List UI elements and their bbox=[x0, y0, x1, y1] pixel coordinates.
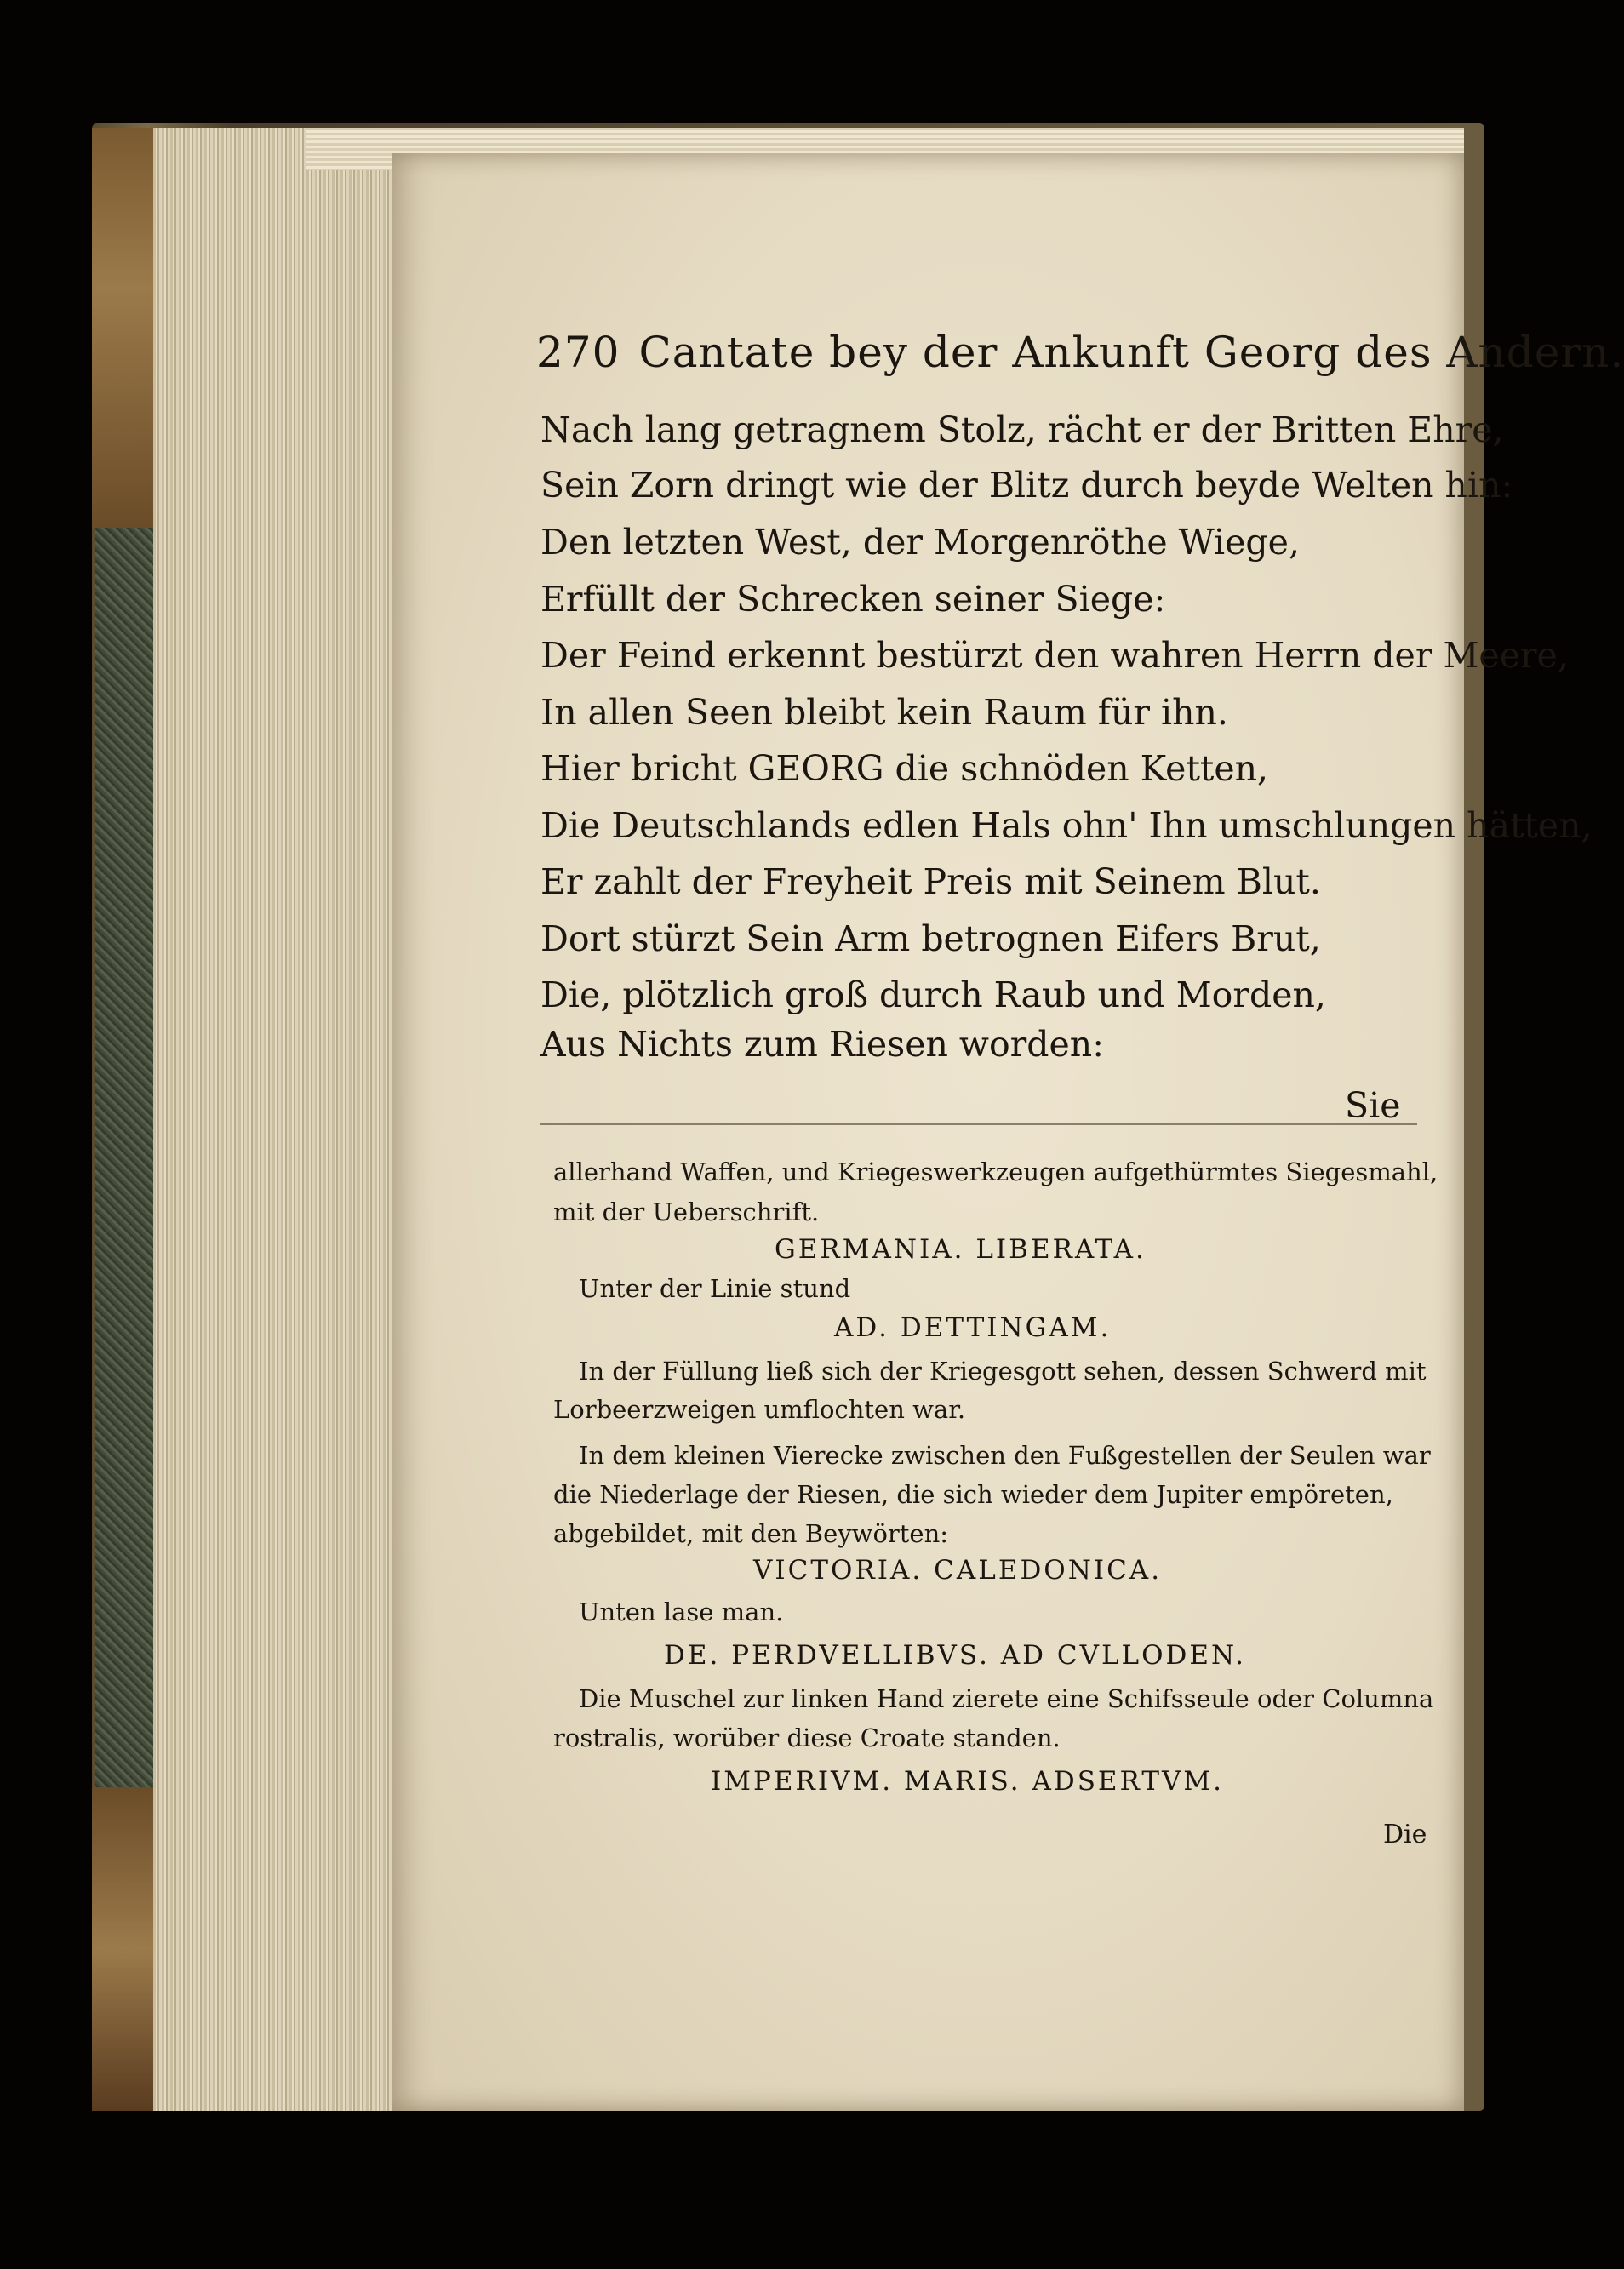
catchword-top: Sie bbox=[1345, 1085, 1401, 1126]
prose-line: Die Muschel zur linken Hand zierete eine Schifsseule oder Columna bbox=[579, 1684, 1434, 1713]
prose-line: abgebildet, mit den Beywörten: bbox=[553, 1519, 949, 1548]
prose-line: In der Füllung ließ sich der Kriegesgott sehen, dessen Schwerd mit bbox=[579, 1357, 1427, 1386]
verse-line: Aus Nichts zum Riesen worden: bbox=[540, 1024, 1105, 1065]
prose-line: In dem kleinen Vierecke zwischen den Fußgestellen der Seulen war bbox=[579, 1441, 1431, 1470]
verse-line: Hier bricht GEORG die schnöden Ketten, bbox=[540, 748, 1269, 789]
inscription-line: DE. PERDVELLIBVS. AD CVLLODEN. bbox=[664, 1640, 1247, 1671]
running-head bbox=[536, 328, 1624, 377]
running-head-title: Cantate bey der Ankunft Georg des Andern. bbox=[638, 328, 1624, 377]
verse-line: Die Deutschlands edlen Hals ohn' Ihn umschlungen hätten, bbox=[540, 805, 1593, 846]
inscription-line: AD. DETTINGAM. bbox=[834, 1312, 1112, 1343]
prose-line: Unter der Linie stund bbox=[579, 1274, 851, 1303]
verse-line: Die, plötzlich groß durch Raub und Morden, bbox=[540, 974, 1326, 1015]
verse-line: In allen Seen bleibt kein Raum für ihn. bbox=[540, 692, 1228, 733]
prose-line: Unten lase man. bbox=[579, 1597, 784, 1626]
inscription-line: IMPERIVM. MARIS. ADSERTVM. bbox=[711, 1766, 1225, 1797]
spine-cloth bbox=[95, 528, 155, 1804]
prose-line: Lorbeerzweigen umflochten war. bbox=[553, 1395, 966, 1424]
page-number: 270 bbox=[536, 328, 620, 377]
inscription-line: GERMANIA. LIBERATA. bbox=[775, 1234, 1147, 1265]
page-edges bbox=[153, 128, 409, 2111]
catchword-bottom: Die bbox=[1383, 1820, 1427, 1849]
verse-line: Erfüllt der Schrecken seiner Siege: bbox=[540, 579, 1166, 620]
verse-line: Sein Zorn dringt wie der Blitz durch beyde Welten hin: bbox=[540, 465, 1513, 506]
prose-line: mit der Ueberschrift. bbox=[553, 1197, 820, 1226]
verse-line: Er zahlt der Freyheit Preis mit Seinem Blut. bbox=[540, 861, 1321, 902]
prose-line: allerhand Waffen, und Kriegeswerkzeugen aufgethürmtes Siegesmahl, bbox=[553, 1157, 1438, 1186]
verse-line: Nach lang getragnem Stolz, rächt er der Britten Ehre, bbox=[540, 409, 1504, 450]
section-rule bbox=[540, 1123, 1417, 1125]
verse-line: Dort stürzt Sein Arm betrognen Eifers Brut, bbox=[540, 918, 1321, 959]
inscription-line: VICTORIA. CALEDONICA. bbox=[753, 1555, 1163, 1586]
verse-line: Der Feind erkennt bestürzt den wahren Herrn der Meere, bbox=[540, 635, 1569, 676]
prose-line: die Niederlage der Riesen, die sich wieder dem Jupiter empöreten, bbox=[553, 1480, 1393, 1509]
prose-line: rostralis, worüber diese Croate standen. bbox=[553, 1723, 1061, 1752]
verse-line: Den letzten West, der Morgenröthe Wiege, bbox=[540, 522, 1300, 563]
